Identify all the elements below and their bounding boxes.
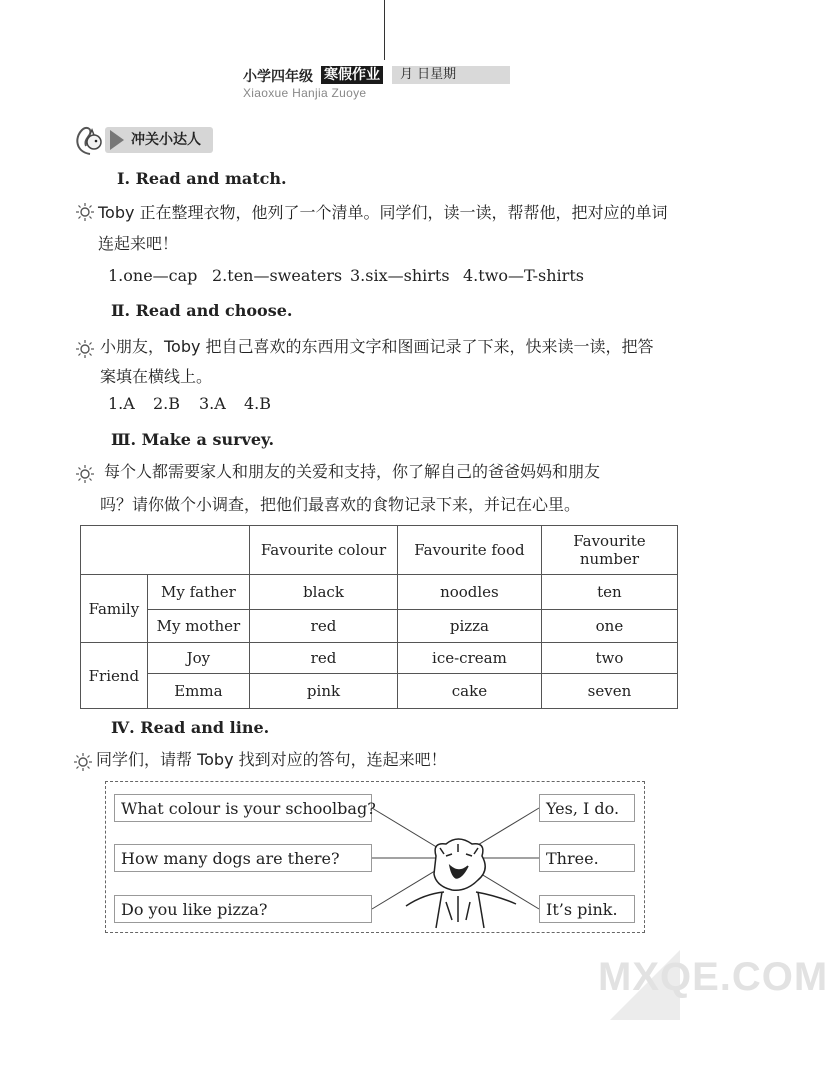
table-row: [81, 643, 678, 674]
table-cell: cake: [397, 674, 541, 709]
date-field: 月 日星期: [392, 66, 510, 84]
part2-instruction-2: 案填在横线上。: [100, 367, 213, 386]
response-box[interactable]: Three.: [539, 844, 635, 872]
part3-heading: Ⅲ. Make a survey.: [111, 430, 275, 449]
matching-box: [105, 781, 645, 933]
part1-instruction-1: Toby 正在整理衣物，他列了一个清单。同学们，读一读，帮帮他，把对应的单词: [98, 203, 668, 222]
group-label: Family: [81, 575, 148, 643]
person-cell: My mother: [147, 610, 249, 643]
person-cell: Emma: [147, 674, 249, 709]
part4-heading: Ⅳ. Read and line.: [111, 718, 270, 737]
table-cell: ice-cream: [397, 643, 541, 674]
part1-answer: 1.one—cap: [108, 266, 198, 285]
table-cell: pizza: [397, 610, 541, 643]
part1-answer: 4.two—T-shirts: [463, 266, 584, 285]
sun-icon: [74, 753, 92, 771]
squirrel-icon: [70, 122, 106, 158]
book-subtitle: Xiaoxue Hanjia Zuoye: [243, 86, 367, 100]
table-cell: seven: [541, 674, 677, 709]
part1-instruction-2: 连起来吧！: [98, 234, 179, 253]
table-cell: black: [250, 575, 398, 610]
table-header-cell: Favourite colour: [250, 526, 398, 575]
part1-answer: 3.six—shirts: [350, 266, 450, 285]
group-label: Friend: [81, 643, 148, 709]
sun-icon: [76, 203, 94, 221]
table-cell: ten: [541, 575, 677, 610]
part2-answer: 4.B: [244, 394, 272, 413]
section-badge: 冲关小达人: [105, 127, 213, 153]
watermark: MXQE.COM: [598, 955, 828, 999]
response-box[interactable]: It’s pink.: [539, 895, 635, 923]
survey-table: [80, 525, 678, 709]
table-row: [81, 610, 678, 643]
header-divider: [384, 0, 385, 60]
table-header-cell: Favourite number: [541, 526, 677, 575]
question-box[interactable]: How many dogs are there?: [114, 844, 372, 872]
part3-instruction-1: 每个人都需要家人和朋友的关爱和支持，你了解自己的爸爸妈妈和朋友: [104, 462, 601, 481]
book-title: 小学四年级: [243, 69, 313, 85]
sun-icon: [76, 465, 94, 483]
part2-heading: Ⅱ. Read and choose.: [111, 301, 293, 320]
table-cell: red: [250, 610, 398, 643]
table-cell: red: [250, 643, 398, 674]
tiger-icon: [406, 839, 516, 928]
table-corner-cell: [81, 526, 250, 575]
sun-icon: [76, 340, 94, 358]
part2-instruction-1: 小朋友，Toby 把自己喜欢的东西用文字和图画记录了下来，快来读一读，把答: [100, 337, 654, 356]
table-cell: noodles: [397, 575, 541, 610]
table-header-cell: Favourite food: [397, 526, 541, 575]
person-cell: My father: [147, 575, 249, 610]
part2-answer: 2.B: [153, 394, 181, 413]
part3-instruction-2: 吗？请你做个小调查，把他们最喜欢的食物记录下来，并记在心里。: [100, 495, 581, 514]
question-box[interactable]: What colour is your schoolbag?: [114, 794, 372, 822]
table-row: [81, 674, 678, 709]
table-cell: pink: [250, 674, 398, 709]
table-cell: two: [541, 643, 677, 674]
part1-heading: Ⅰ. Read and match.: [117, 169, 287, 188]
person-cell: Joy: [147, 643, 249, 674]
part2-answer: 3.A: [199, 394, 226, 413]
table-row: [81, 575, 678, 610]
question-box[interactable]: Do you like pizza?: [114, 895, 372, 923]
part4-instruction: 同学们，请帮 Toby 找到对应的答句，连起来吧！: [96, 750, 447, 769]
table-cell: one: [541, 610, 677, 643]
table-header-row: [81, 526, 678, 575]
part2-answer: 1.A: [108, 394, 135, 413]
book-title-box: 寒假作业: [321, 66, 383, 84]
part1-answer: 2.ten—sweaters: [212, 266, 343, 285]
response-box[interactable]: Yes, I do.: [539, 794, 635, 822]
